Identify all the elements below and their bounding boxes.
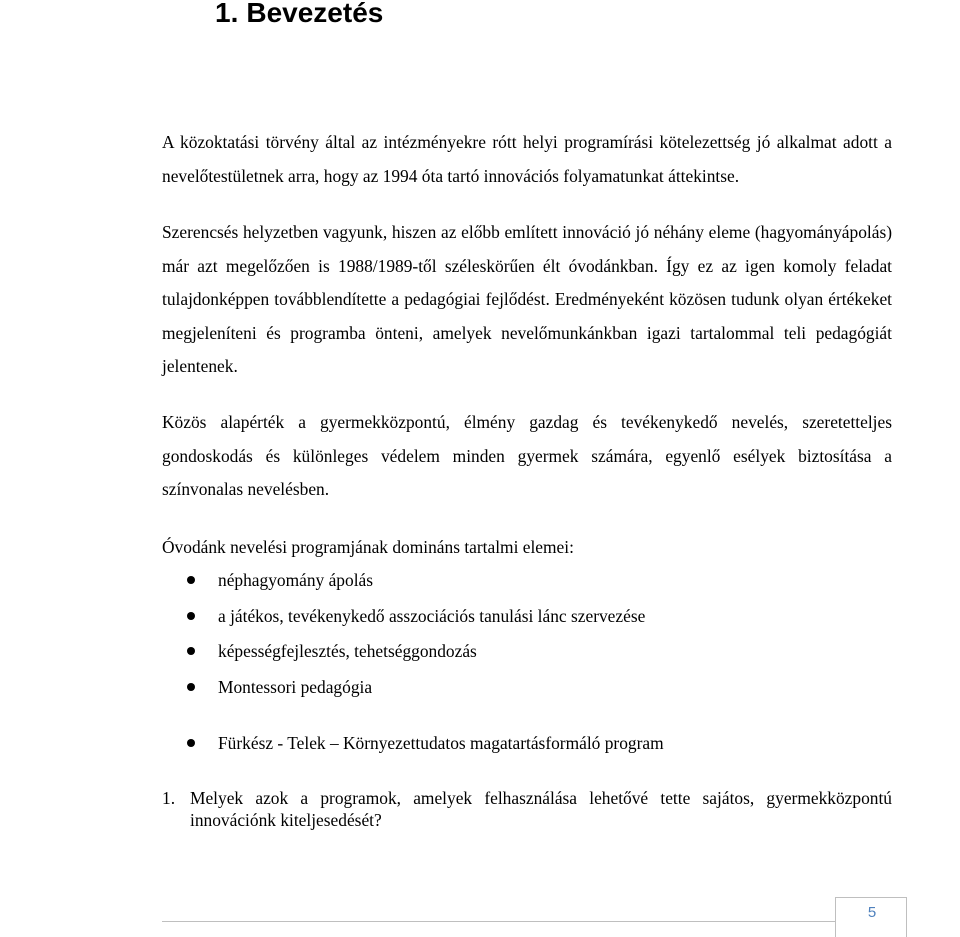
footer-rule [162, 921, 892, 922]
chapter-title: Bevezetés [246, 0, 384, 28]
list-intro: Óvodánk nevelési programjának domináns tartalmi elemei: [162, 537, 574, 557]
paragraph-intro: A közoktatási törvény által az intézményekre rótt helyi programírási kötelezettség jó alkalmat adott a nevelőtestületnek arra, hogy az 1994 óta tartó innovációs folyamatunkat áttekintse. [162, 132, 892, 186]
bullet-icon [187, 683, 195, 691]
bullet-icon [187, 739, 195, 747]
chapter-number: 1. [215, 0, 239, 28]
paragraph-situation: Szerencsés helyzetben vagyunk, hiszen az előbb említett innováció jó néhány eleme (hagyományápolás) már azt megelőzően is 1988/1989-től széleskörűen élt óvodánkban. Így ez az igen komoly feladat tulajdonképpen továbblendítette a pedagógiai fejlődést. Eredményeként közösen tudunk olyan értékeket megjeleníteni és programba önteni, amelyek nevelőmunkánkban igazi tartalommal teli pedagógiát jelentenek. [162, 222, 892, 376]
bullet-icon [187, 612, 195, 620]
list-item-text: néphagyomány ápolás [218, 570, 374, 590]
list-item [162, 672, 892, 702]
bullet-icon [187, 576, 195, 584]
question-block [162, 784, 892, 831]
bullet-icon [187, 647, 195, 655]
paragraph-core-value: Közös alapérték a gyermekközpontú, élmény gazdag és tevékenykedő nevelés, szeretetteljes gondoskodás és különleges védelem minden gyermek számára, egyenlő esélyek biztosítása a színvonalas nevelésben. [162, 412, 892, 499]
list-item [162, 601, 892, 631]
page-number-box [835, 897, 907, 937]
list-item-text: Fürkész - Telek – Környezettudatos magatartásformáló program [218, 733, 664, 753]
list-item-text: képességfejlesztés, tehetséggondozás [218, 641, 477, 661]
list-item [162, 565, 892, 595]
list-item-text: Montessori pedagógia [218, 677, 373, 697]
chapter-heading [215, 0, 383, 30]
list-item [162, 636, 892, 666]
list-item-text: a játékos, tevékenykedő asszociációs tanulási lánc szervezése [218, 606, 646, 626]
question-number: 1. [162, 788, 176, 808]
question-text: Melyek azok a programok, amelyek felhasználása lehetővé tette sajátos, gyermekközpontú innovációnk kiteljesedését? [190, 788, 892, 830]
page-number: 5 [867, 904, 877, 921]
list-item [162, 728, 892, 758]
